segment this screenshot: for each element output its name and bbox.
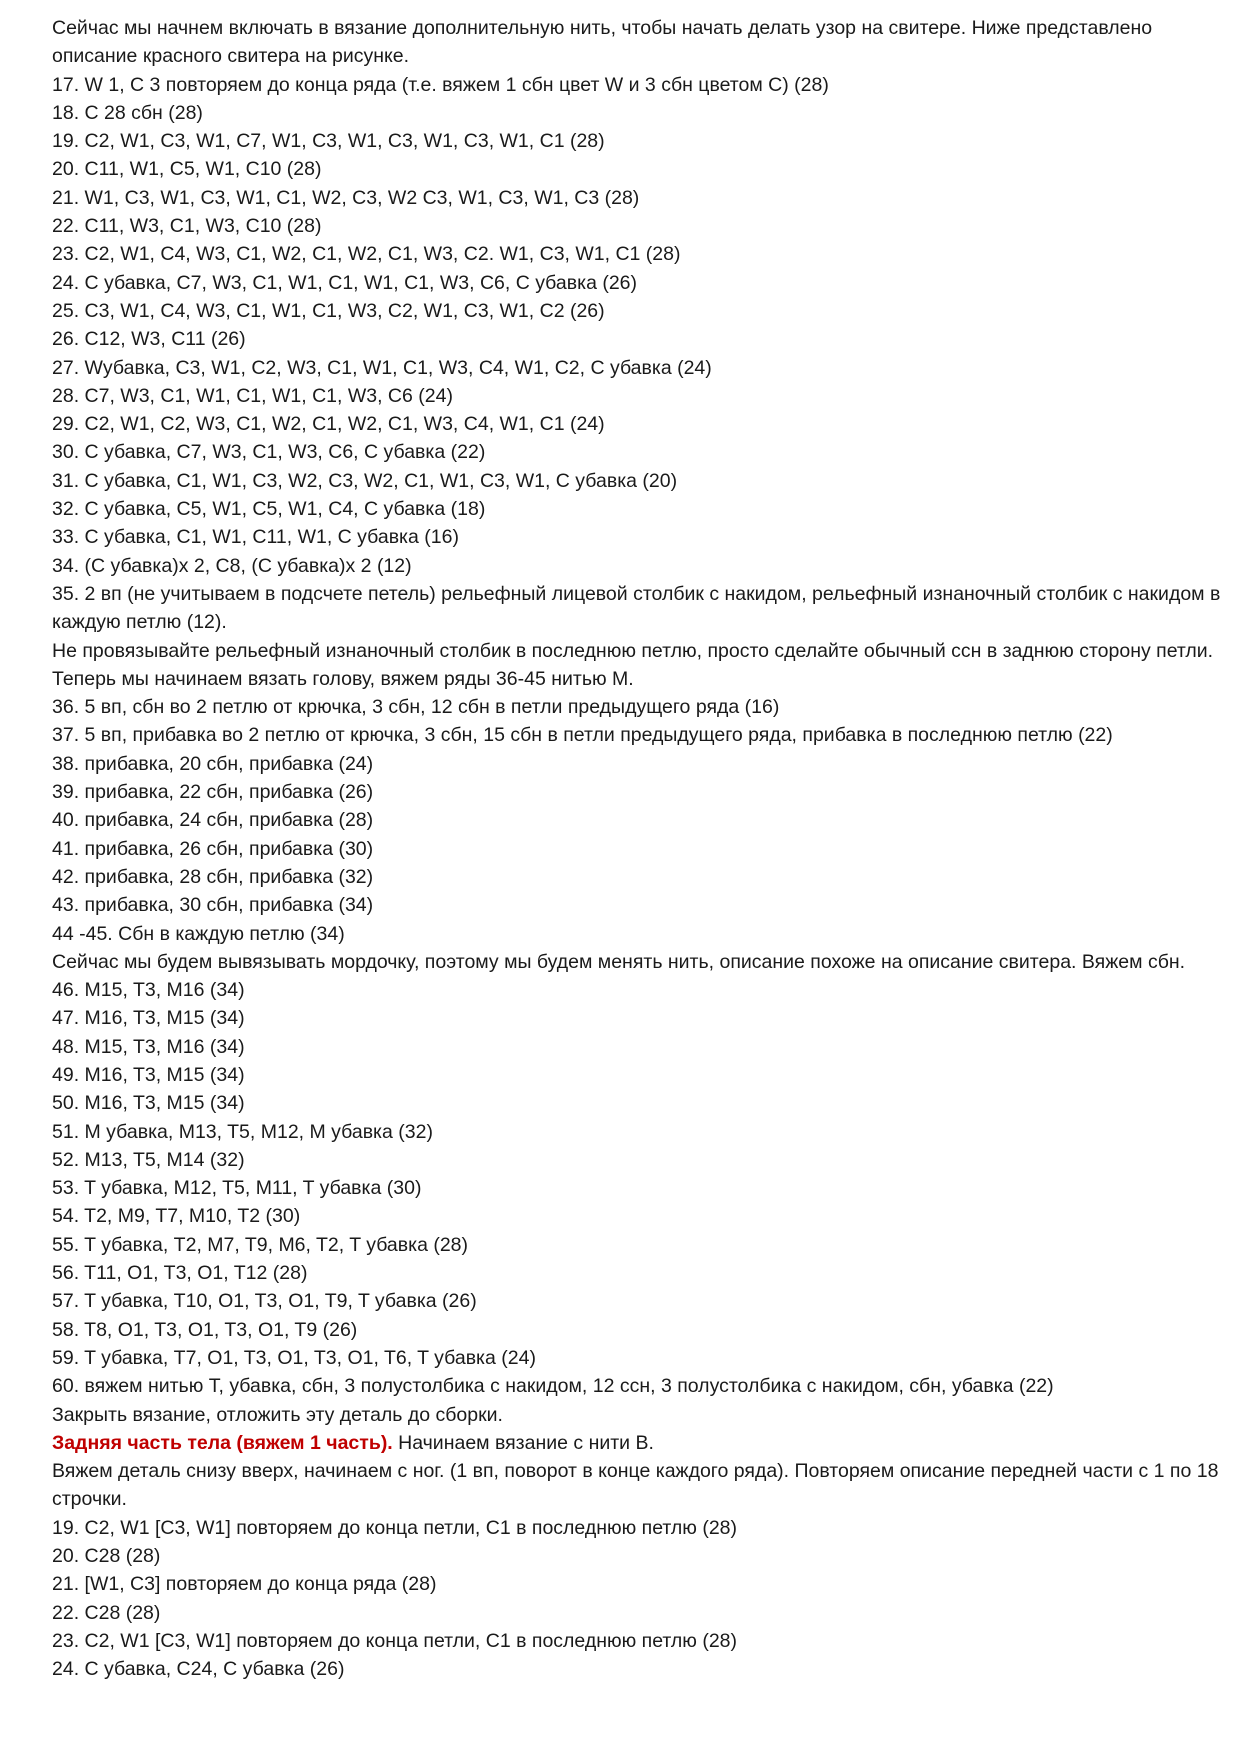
list-item: 48. M15, T3, M16 (34) <box>52 1035 245 1058</box>
list-item: 51. M убавка, M13, T5, M12, M убавка (32) <box>52 1120 433 1143</box>
sweater-rows-list <box>52 71 1227 580</box>
list-item: 20. C11, W1, C5, W1, C10 (28) <box>52 158 322 181</box>
list-item: 29. C2, W1, C2, W3, C1, W2, C1, W2, C1, W3, C4, W1, C1 (24) <box>52 413 605 436</box>
list-item: 22. C11, W3, C1, W3, C10 (28) <box>52 215 322 238</box>
list-item: 37. 5 вп, прибавка во 2 петлю от крючка, 3 сбн, 15 сбн в петли предыдущего ряда, прибавка в последнюю петлю (22) <box>52 724 1113 747</box>
list-item: 36. 5 вп, сбн во 2 петлю от крючка, 3 сбн, 12 сбн в петли предыдущего ряда (16) <box>52 696 780 719</box>
list-item: 20. C28 (28) <box>52 1545 161 1568</box>
list-item: 49. M16, T3, M15 (34) <box>52 1063 245 1086</box>
list-item: 47. M16, T3, M15 (34) <box>52 1007 245 1030</box>
list-item: 43. прибавка, 30 сбн, прибавка (34) <box>52 894 374 917</box>
back-section-heading: Задняя часть тела (вяжем 1 часть). <box>52 1431 393 1454</box>
back-intro-paragraph: Вяжем деталь снизу вверх, начинаем с ног. (1 вп, поворот в конце каждого ряда). Повторяем описание передней части с 1 по 18 строчки. <box>52 1460 1219 1511</box>
list-item: 25. C3, W1, C4, W3, C1, W1, C1, W3, C2, W1, C3, W1, C2 (26) <box>52 299 605 322</box>
list-item: 26. C12, W3, C11 (26) <box>52 328 246 351</box>
list-item: 28. C7, W3, C1, W1, C1, W1, C1, W3, C6 (24) <box>52 384 453 407</box>
list-item: 21. [W1, C3] повторяем до конца ряда (28) <box>52 1573 437 1596</box>
face-intro-paragraph: Сейчас мы будем вывязывать мордочку, поэтому мы будем менять нить, описание похоже на описание свитера. Вяжем сбн. <box>52 950 1186 973</box>
list-item: 44 -45. Сбн в каждую петлю (34) <box>52 922 345 945</box>
list-item: 53. T убавка, M12, T5, M11, T убавка (30) <box>52 1177 422 1200</box>
list-item: 18. С 28 сбн (28) <box>52 101 203 124</box>
list-item: 21. W1, C3, W1, C3, W1, C1, W2, C3, W2 C3, W1, C3, W1, C3 (28) <box>52 186 640 209</box>
list-item: 30. С убавка, C7, W3, C1, W3, C6, С убавка (22) <box>52 441 486 464</box>
list-item: 38. прибавка, 20 сбн, прибавка (24) <box>52 752 374 775</box>
list-item: 24. С убавка, C7, W3, C1, W1, C1, W1, C1, W3, C6, С убавка (26) <box>52 271 638 294</box>
list-item: 23. C2, W1 [C3, W1] повторяем до конца петли, C1 в последнюю петлю (28) <box>52 1629 738 1652</box>
relief-note-paragraph: Не провязывайте рельефный изнаночный столбик в последнюю петлю, просто сделайте обычный ссн в заднюю сторону петли. <box>52 639 1214 662</box>
list-item: 40. прибавка, 24 сбн, прибавка (28) <box>52 809 374 832</box>
close-note-paragraph: Закрыть вязание, отложить эту деталь до сборки. <box>52 1403 503 1426</box>
list-item: 57. T убавка, T10, O1, T3, O1, T9, T убавка (26) <box>52 1290 477 1313</box>
list-item: 23. C2, W1, C4, W3, C1, W2, C1, W2, C1, W3, C2. W1, C3, W1, C1 (28) <box>52 243 681 266</box>
list-item: 17. W 1, C 3 повторяем до конца ряда (т.е. вяжем 1 сбн цвет W и 3 сбн цветом С) (28) <box>52 73 829 96</box>
list-item: 58. T8, O1, T3, O1, T3, O1, T9 (26) <box>52 1318 358 1341</box>
face-rows-list <box>52 976 1227 1400</box>
list-item: 19. C2, W1 [C3, W1] повторяем до конца петли, C1 в последнюю петлю (28) <box>52 1516 738 1539</box>
intro-paragraph: Сейчас мы начнем включать в вязание дополнительную нить, чтобы начать делать узор на свитере. Ниже представлено описание красного свитера на рисунке. <box>52 17 1153 68</box>
list-item: 19. C2, W1, C3, W1, C7, W1, C3, W1, C3, W1, C3, W1, C1 (28) <box>52 130 605 153</box>
list-item: 41. прибавка, 26 сбн, прибавка (30) <box>52 837 374 860</box>
back-section-heading-rest: Начинаем вязание с нити В. <box>392 1431 654 1454</box>
back-rows-list <box>52 1514 1227 1684</box>
list-item: 59. T убавка, T7, O1, T3, O1, T3, O1, T6, T убавка (24) <box>52 1346 536 1369</box>
list-item: 42. прибавка, 28 сбн, прибавка (32) <box>52 865 374 888</box>
list-item: 27. Wубавка, C3, W1, C2, W3, C1, W1, C1, W3, C4, W1, C2, С убавка (24) <box>52 356 712 379</box>
list-item: 33. С убавка, C1, W1, C11, W1, С убавка (16) <box>52 526 459 549</box>
list-item: 54. T2, M9, T7, M10, T2 (30) <box>52 1205 301 1228</box>
back-section-heading-line <box>52 1429 1227 1457</box>
document-page <box>52 14 1227 1684</box>
row-35-paragraph: 35. 2 вп (не учитываем в подсчете петель) рельефный лицевой столбик с накидом, рельефный изнаночный столбик с накидом в каждую петлю (12). <box>52 582 1221 634</box>
head-rows-list <box>52 693 1227 948</box>
list-item: 60. вяжем нитью Т, убавка, сбн, 3 полустолбика с накидом, 12 ссн, 3 полустолбика с накидом, сбн, убавка (22) <box>52 1375 1054 1398</box>
list-item: 50. M16, T3, M15 (34) <box>52 1092 245 1115</box>
list-item: 22. C28 (28) <box>52 1601 161 1624</box>
list-item: 55. T убавка, T2, M7, T9, M6, T2, T убавка (28) <box>52 1233 469 1256</box>
list-item: 32. С убавка, C5, W1, C5, W1, C4, С убавка (18) <box>52 498 486 521</box>
list-item: 24. С убавка, С24, С убавка (26) <box>52 1658 345 1681</box>
list-item: 46. M15, T3, M16 (34) <box>52 979 245 1002</box>
list-item: 52. M13, T5, M14 (32) <box>52 1148 245 1171</box>
list-item: 39. прибавка, 22 сбн, прибавка (26) <box>52 781 374 804</box>
head-intro-paragraph: Теперь мы начинаем вязать голову, вяжем ряды 36-45 нитью М. <box>52 667 634 690</box>
list-item: 56. T11, O1, T3, O1, T12 (28) <box>52 1262 308 1285</box>
list-item: 31. С убавка, C1, W1, C3, W2, C3, W2, C1, W1, C3, W1, С убавка (20) <box>52 469 678 492</box>
list-item: 34. (С убавка)х 2, C8, (С убавка)х 2 (12) <box>52 554 412 577</box>
